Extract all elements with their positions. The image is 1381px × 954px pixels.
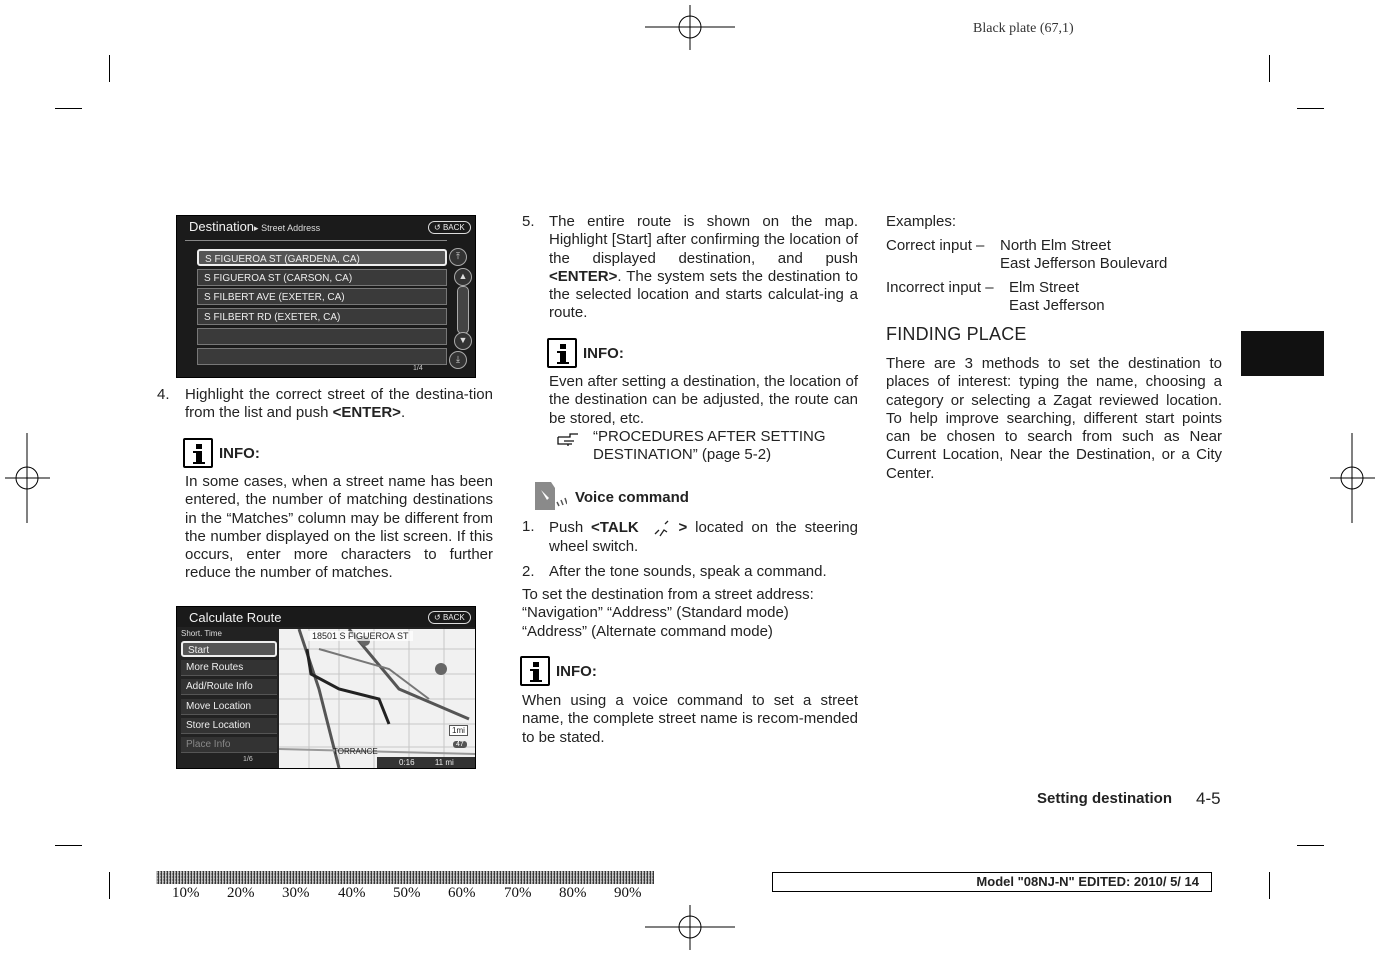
info-icon	[520, 656, 550, 686]
info-label: INFO:	[556, 662, 597, 680]
step-4-end: .	[400, 404, 406, 422]
crop-mark	[1297, 108, 1324, 109]
screen-subtitle: ▸ Street Address	[254, 223, 321, 233]
info-text: Even after setting a destination, the location of the destination can be adjusted, the route can be stored, etc.	[549, 373, 858, 427]
info-text: In some cases, when a street name has been entered, the number of matching destinations in the “Matches” column may be different from the number displayed on the list screen. If this occurs, enter more characters to further reduce the number of matches.	[185, 473, 493, 582]
city-label: TORRANCE	[333, 747, 378, 756]
step-number: 1.	[522, 518, 535, 535]
info-heading	[520, 656, 597, 686]
route-distance: 11 mi	[434, 758, 454, 767]
section-heading: FINDING PLACE	[886, 324, 1027, 344]
density-label: 20%	[227, 885, 255, 901]
menu-place-info[interactable]: Place Info	[181, 737, 277, 753]
density-label: 40%	[338, 885, 366, 901]
info-icon	[183, 438, 213, 468]
voice-step-2-text: After the tone sounds, speak a command.	[549, 563, 827, 580]
density-label: 30%	[282, 885, 310, 901]
info-label: INFO:	[583, 344, 624, 362]
back-button[interactable]: ↺ BACK	[428, 221, 471, 234]
chapter-tab	[1241, 331, 1324, 376]
registration-target-icon	[645, 905, 735, 950]
voice-command-label: Voice command	[575, 488, 689, 506]
info-label: INFO:	[219, 444, 260, 462]
crop-mark	[109, 55, 110, 82]
list-item[interactable]: S FILBERT AVE (EXETER, CA)	[197, 288, 447, 305]
step-number: 5.	[522, 213, 535, 230]
info-heading	[547, 338, 624, 368]
menu-start[interactable]: Start	[181, 641, 277, 657]
reference-hand-icon	[556, 431, 582, 447]
voice-step-1-text	[549, 518, 858, 556]
voice-command-heading	[533, 482, 689, 512]
page-indicator: 1/4	[413, 365, 423, 372]
route-summary	[377, 757, 475, 768]
crop-mark	[109, 872, 110, 899]
step-5-text-a: The entire route is shown on the map. Highlight [Start] after confirming the location of the displayed destination, and push	[549, 213, 858, 267]
scroll-top-icon[interactable]: ⤒	[449, 248, 467, 266]
list-item-empty[interactable]	[197, 328, 447, 345]
density-label: 80%	[559, 885, 587, 901]
incorrect-input-label: Incorrect input –	[886, 279, 994, 296]
step-5-text	[549, 213, 858, 323]
correct-input-value: North Elm Street	[1000, 237, 1111, 254]
crop-mark	[55, 108, 82, 109]
crop-mark	[1269, 55, 1270, 82]
route-time: 0:16	[399, 758, 415, 767]
destination-screen	[176, 215, 476, 378]
step-number: 2.	[522, 563, 535, 580]
menu-more-routes[interactable]: More Routes	[181, 660, 277, 676]
voice-command-icon	[533, 482, 567, 512]
step-4-text	[185, 386, 493, 423]
voice-set-line: “Address” (Alternate command mode)	[522, 623, 773, 640]
talk-icon	[651, 518, 675, 538]
voice-set-line: To set the destination from a street address:	[522, 586, 814, 603]
divider	[185, 240, 447, 241]
density-label: 70%	[504, 885, 532, 901]
scroll-up-icon[interactable]: ▲	[454, 268, 472, 286]
list-item-empty[interactable]	[197, 348, 447, 365]
back-label: BACK	[442, 223, 465, 232]
list-item[interactable]: S FIGUEROA ST (GARDENA, CA)	[197, 249, 447, 266]
address-label: 18501 S FIGUEROA ST	[308, 631, 413, 641]
scroll-bottom-icon[interactable]: ⤓	[449, 351, 467, 369]
density-label: 50%	[393, 885, 421, 901]
screen-title: Calculate Route	[189, 610, 282, 625]
list-item[interactable]: S FIGUEROA ST (CARSON, CA)	[197, 269, 447, 286]
scroll-down-icon[interactable]: ▼	[454, 332, 472, 350]
menu-add-route-info[interactable]: Add/Route Info	[181, 679, 277, 695]
voice-step-1-b: located on the steering wheel switch.	[549, 519, 858, 555]
list-item[interactable]: S FILBERT RD (EXETER, CA)	[197, 308, 447, 325]
talk-key-label: <TALK	[591, 519, 639, 536]
density-bar	[156, 871, 654, 884]
scale-label: 1mi	[449, 725, 468, 736]
page-number: 4-5	[1196, 789, 1221, 808]
menu-move-location[interactable]: Move Location	[181, 699, 277, 715]
enter-key-label: <ENTER>	[332, 404, 401, 422]
crop-mark	[55, 845, 82, 846]
registration-target-icon	[1330, 433, 1375, 523]
step-4-text-a: Highlight the correct street of the destina-tion from the list and push	[185, 386, 493, 422]
section-body: There are 3 methods to set the destination to places of interest: typing the name, choosing a category or selecting a Zagat reviewed location. To help improve searching, different start points can be chosen to search from such as Near Current Location, Near the Destination, or a City Center.	[886, 355, 1222, 482]
plate-label: Black plate (67,1)	[973, 21, 1074, 36]
correct-input-label: Correct input –	[886, 237, 985, 254]
crop-mark	[1269, 872, 1270, 899]
registration-target-icon	[5, 433, 50, 523]
enter-key-label: <ENTER>	[549, 267, 618, 285]
info-icon	[547, 338, 577, 368]
route-mode: Short. Time	[181, 629, 222, 638]
back-label: BACK	[442, 613, 465, 622]
talk-key-close: >	[678, 519, 688, 536]
density-label: 10%	[172, 885, 200, 901]
back-button[interactable]: ↺ BACK	[428, 611, 471, 624]
step-5-text-b: . The system sets the destination to the selected location and starts calculat-ing a route.	[549, 267, 858, 322]
examples-label: Examples:	[886, 213, 957, 230]
section-footer: Setting destination	[1037, 790, 1172, 807]
info-heading	[183, 438, 260, 468]
info-text: When using a voice command to set a street name, the complete street name is recom-mended to be stated.	[522, 692, 858, 746]
voice-step-1-a: Push	[549, 519, 592, 536]
step-number: 4.	[157, 386, 170, 403]
incorrect-input-value: East Jefferson	[1009, 297, 1105, 314]
density-label: 90%	[614, 885, 642, 901]
screen-title-text: Destination	[189, 219, 255, 234]
scrollbar[interactable]	[457, 286, 469, 334]
menu-store-location[interactable]: Store Location	[181, 718, 277, 734]
correct-input-value: East Jefferson Boulevard	[1000, 255, 1168, 272]
crop-mark	[1297, 845, 1324, 846]
registration-target-icon	[645, 5, 735, 50]
density-label: 60%	[448, 885, 476, 901]
page-indicator: 1/6	[243, 756, 253, 763]
screen-title	[189, 219, 320, 234]
road-badge: 47	[453, 741, 467, 748]
model-edited-box: Model "08NJ-N" EDITED: 2010/ 5/ 14	[772, 872, 1212, 892]
voice-set-line: “Navigation” “Address” (Standard mode)	[522, 604, 789, 621]
incorrect-input-value: Elm Street	[1009, 279, 1080, 296]
calculate-route-screen	[176, 606, 476, 769]
reference-text: “PROCEDURES AFTER SETTING DESTINATION” (page 5-2)	[593, 428, 826, 464]
